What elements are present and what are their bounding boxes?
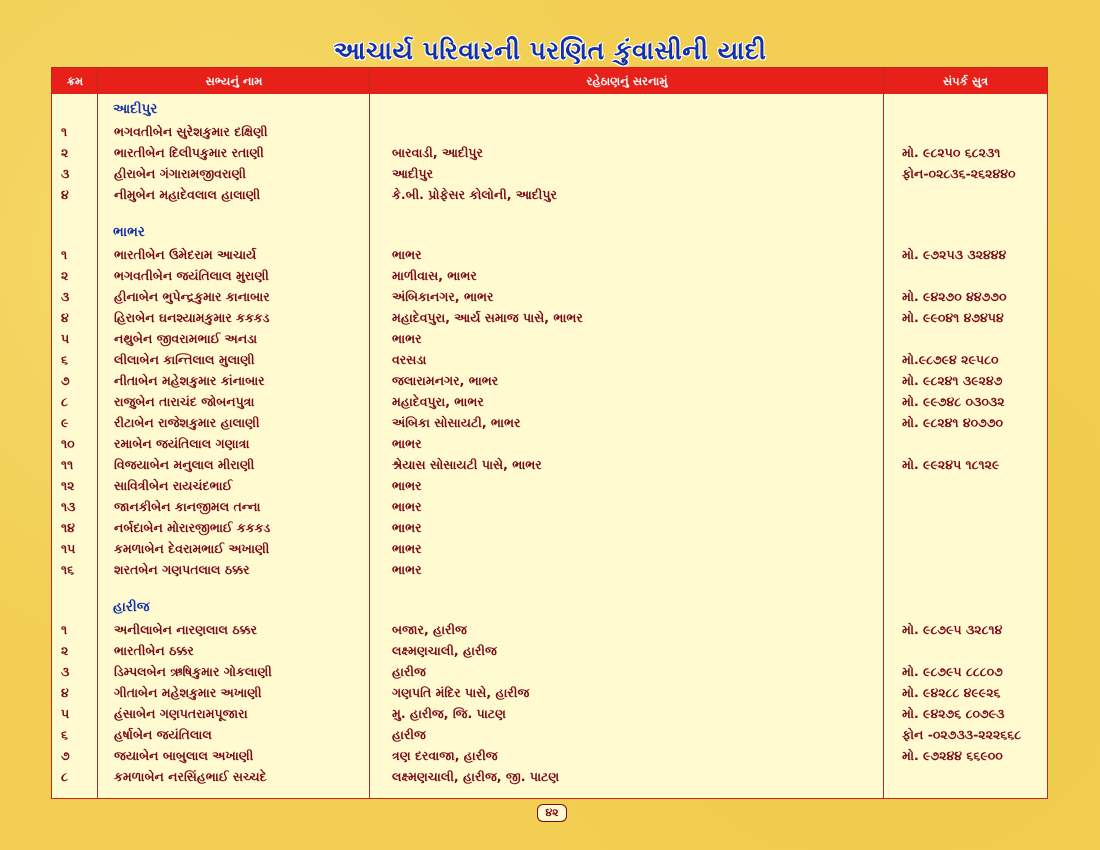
phone-cell: મો. ૯૪૨૭૦ ૪૪૭૭૦ bbox=[902, 289, 1007, 304]
address-cell: લક્ષ્મણચાલી, હારીજ, જી. પાટણ bbox=[392, 769, 560, 784]
serial-cell: ૬ bbox=[61, 352, 69, 367]
name-cell: જયાબેન બાબુલાલ અખાણી bbox=[114, 748, 254, 763]
table-row bbox=[52, 517, 1047, 538]
address-cell: આદીપુર bbox=[392, 166, 434, 181]
address-cell: હારીજ bbox=[392, 664, 426, 679]
address-cell: માળીવાસ, ભાભર bbox=[392, 268, 477, 283]
phone-cell: મો. ૯૮૨૪૧ ૪૦૭૭૦ bbox=[902, 415, 1004, 430]
address-cell: ભાભર bbox=[392, 247, 422, 262]
table-header bbox=[52, 68, 1047, 94]
phone-cell: મો. ૯૭૨૫૩ ૩૨૪૪૪ bbox=[902, 247, 1007, 262]
address-cell: હારીજ bbox=[392, 727, 426, 742]
serial-cell: ૧૪ bbox=[61, 520, 75, 535]
serial-cell: ૪ bbox=[61, 187, 69, 202]
name-cell: ભારતીબેન ઉમેદરામ આચાર્ય bbox=[114, 247, 257, 262]
serial-cell: ૧૧ bbox=[61, 457, 74, 472]
name-cell: શરતબેન ગણપતલાલ ઠક્કર bbox=[114, 562, 250, 577]
page-number: ૪૨ bbox=[537, 804, 567, 822]
name-cell: લીલાબેન કાન્તિલાલ મુલાણી bbox=[114, 352, 255, 367]
table-row bbox=[52, 619, 1047, 640]
serial-cell: ૧ bbox=[61, 124, 68, 139]
serial-cell: ૨ bbox=[61, 145, 69, 160]
name-cell: વિજયાબેન મનુલાલ મીરાણી bbox=[114, 457, 255, 472]
address-cell: જલારામનગર, ભાભર bbox=[392, 373, 499, 388]
phone-cell: મો. ૯૯૦૪૧ ૪૭૪૫૪ bbox=[902, 310, 1004, 325]
table-row bbox=[52, 496, 1047, 517]
serial-cell: ૧૬ bbox=[61, 562, 75, 577]
name-cell: ભારતીબેન ઠક્કર bbox=[114, 643, 194, 658]
table-row bbox=[52, 661, 1047, 682]
name-cell: હીનાબેન ભુપેન્દ્રકુમાર કાનાબાર bbox=[114, 289, 270, 304]
address-cell: અંબિકા સોસાયટી, ભાભર bbox=[392, 415, 521, 430]
header-contact: સંપર્ક સુત્ર bbox=[942, 74, 989, 88]
name-cell: નથુબેન જીવરામભાઈ અનડા bbox=[114, 331, 258, 346]
table-row bbox=[52, 475, 1047, 496]
serial-cell: ૩ bbox=[61, 664, 70, 679]
phone-cell: મો. ૯૯૨૪૫ ૧૮૧૨૯ bbox=[902, 457, 1000, 472]
address-cell: ભાભર bbox=[392, 520, 422, 535]
name-cell: સાવિત્રીબેન રાયચંદભાઈ bbox=[114, 478, 233, 493]
table-row bbox=[52, 121, 1047, 142]
table-row bbox=[52, 328, 1047, 349]
table-row bbox=[52, 766, 1047, 787]
table-row bbox=[52, 265, 1047, 286]
name-cell: રમાબેન જયંતિલાલ ગણાત્રા bbox=[114, 436, 250, 451]
table-row bbox=[52, 454, 1047, 475]
address-cell: બજાર, હારીજ bbox=[392, 622, 467, 637]
phone-cell: મો. ૯૮૨૪૧ ૩૯૨૪૭ bbox=[902, 373, 1003, 388]
serial-cell: ૭ bbox=[61, 373, 70, 388]
page-title: આચાર્ય પરિવારની પરણિત કુંવાસીની યાદી bbox=[333, 36, 767, 65]
serial-cell: ૧૫ bbox=[61, 541, 76, 556]
header-name: સભ્યનું નામ bbox=[205, 74, 263, 88]
table-row bbox=[52, 349, 1047, 370]
serial-cell: ૧૩ bbox=[61, 499, 76, 514]
address-cell: ભાભર bbox=[392, 499, 422, 514]
table-row bbox=[52, 184, 1047, 205]
address-cell: મહાદેવપુરા, આર્ય સમાજ પાસે, ભાભર bbox=[392, 310, 583, 325]
serial-cell: ૪ bbox=[61, 310, 69, 325]
address-cell: બારવાડી, આદીપુર bbox=[392, 145, 483, 160]
serial-cell: ૩ bbox=[61, 166, 70, 181]
serial-cell: ૧ bbox=[61, 622, 68, 637]
section-title: ભાભર bbox=[113, 224, 145, 240]
table-row bbox=[52, 370, 1047, 391]
serial-cell: ૮ bbox=[61, 769, 68, 784]
table-row bbox=[52, 538, 1047, 559]
table-row bbox=[52, 745, 1047, 766]
serial-cell: ૫ bbox=[61, 331, 70, 346]
address-cell: ત્રણ દરવાજા, હારીજ bbox=[392, 748, 498, 763]
phone-cell: ફોન -૦૨૭૩૩-૨૨૨૬૬૮ bbox=[902, 727, 1022, 742]
serial-cell: ૩ bbox=[61, 289, 70, 304]
members-table bbox=[51, 67, 1048, 799]
address-cell: લક્ષ્મણચાલી, હારીજ bbox=[392, 643, 497, 658]
phone-cell: મો. ૯૭૨૪૪ ૬૬૯૦૦ bbox=[902, 748, 1003, 763]
address-cell: ભાભર bbox=[392, 331, 422, 346]
name-cell: હર્ષાબેન જયંતિલાલ bbox=[114, 727, 212, 742]
table-row bbox=[52, 244, 1047, 265]
name-cell: હિરાબેન ઘનશ્યામકુમાર કકકડ bbox=[114, 310, 270, 325]
section-gap bbox=[52, 580, 1047, 595]
address-cell: ભાભર bbox=[392, 478, 422, 493]
table-row bbox=[52, 307, 1047, 328]
name-cell: જાનકીબેન કાનજીમલ તન્ના bbox=[114, 499, 261, 514]
address-cell: ભાભર bbox=[392, 562, 422, 577]
section-gap bbox=[52, 205, 1047, 220]
phone-cell: મો. ૯૪૨૭૬ ૮૦૭૯૩ bbox=[902, 706, 1005, 721]
serial-cell: ૧૨ bbox=[61, 478, 75, 493]
serial-cell: ૧ bbox=[61, 247, 68, 262]
table-row bbox=[52, 559, 1047, 580]
table-row bbox=[52, 142, 1047, 163]
section-title: આદીપુર bbox=[113, 101, 158, 117]
serial-cell: ૧૦ bbox=[61, 436, 75, 451]
address-cell: ગણપતિ મંદિર પાસે, હારીજ bbox=[392, 685, 530, 700]
serial-cell: ૨ bbox=[61, 643, 69, 658]
address-cell: મહાદેવપુરા, ભાભર bbox=[392, 394, 484, 409]
name-cell: કમળાબેન દેવરામભાઈ અખાણી bbox=[114, 541, 270, 556]
name-cell: નીમુબેન મહાદેવલાલ હાલાણી bbox=[114, 187, 261, 202]
table-body bbox=[52, 97, 1047, 787]
phone-cell: મો. ૯૮૭૯૫ ૩૨૮૧૪ bbox=[902, 622, 1003, 637]
phone-cell: મો. ૯૮૨૫૦ ૬૮૨૩૧ bbox=[902, 145, 1001, 160]
address-cell: ભાભર bbox=[392, 541, 422, 556]
serial-cell: ૨ bbox=[61, 268, 69, 283]
header-serial: ક્રમ bbox=[66, 74, 84, 88]
serial-cell: ૪ bbox=[61, 685, 69, 700]
table-row bbox=[52, 391, 1047, 412]
phone-cell: મો.૯૮૭૯૪ ૨૯૫૮૦ bbox=[902, 352, 999, 367]
table-row bbox=[52, 433, 1047, 454]
table-row bbox=[52, 703, 1047, 724]
table-row bbox=[52, 724, 1047, 745]
name-cell: ભગવતીબેન જયંતિલાલ મુરાણી bbox=[114, 268, 269, 283]
name-cell: ગીતાબેન મહેશકુમાર અખાણી bbox=[114, 685, 262, 700]
table-row bbox=[52, 640, 1047, 661]
address-cell: ભાભર bbox=[392, 436, 422, 451]
section-title: હારીજ bbox=[113, 599, 150, 615]
address-cell: કે.બી. પ્રોફેસર કોલોની, આદીપુર bbox=[392, 187, 557, 202]
name-cell: હીરાબેન ગંગારામજીવરાણી bbox=[114, 166, 246, 181]
table-row bbox=[52, 163, 1047, 184]
name-cell: નર્બદાબેન મોરારજીભાઈ કકકડ bbox=[114, 520, 271, 535]
serial-cell: ૭ bbox=[61, 748, 70, 763]
phone-cell: ફોન-૦૨૮૩૬-૨૬૨૪૪૦ bbox=[902, 166, 1016, 181]
serial-cell: ૬ bbox=[61, 727, 69, 742]
table-row bbox=[52, 682, 1047, 703]
name-cell: રીટાબેન રાજેશકુમાર હાલાણી bbox=[114, 415, 260, 430]
table-row bbox=[52, 412, 1047, 433]
name-cell: અનીલાબેન નારણલાલ ઠક્કર bbox=[114, 622, 258, 637]
name-cell: ભગવતીબેન સુરેશકુમાર દક્ષિણી bbox=[114, 124, 268, 139]
name-cell: ભારતીબેન દિલીપકુમાર રતાણી bbox=[114, 145, 264, 160]
name-cell: નીતાબેન મહેશકુમાર કાંનાબાર bbox=[114, 373, 265, 388]
header-address: રહેઠાણનું સરનામું bbox=[586, 74, 668, 88]
name-cell: કમળાબેન નરસિંહભાઈ સચ્ચદે bbox=[114, 769, 267, 784]
phone-cell: મો. ૯૪૨૮૮ ૪૯૯૨૬ bbox=[902, 685, 1001, 700]
name-cell: હંસાબેન ગણપતરામપૂજારા bbox=[114, 706, 248, 721]
address-cell: શ્રેયાસ સોસાયટી પાસે, ભાભર bbox=[392, 457, 542, 472]
name-cell: રાજુબેન તારાચંદ જોબનપુત્રા bbox=[114, 394, 255, 409]
phone-cell: મો. ૯૮૭૯૫ ૮૮૮૦૭ bbox=[902, 664, 1003, 679]
table-row bbox=[52, 286, 1047, 307]
address-cell: અંબિકાનગર, ભાભર bbox=[392, 289, 494, 304]
serial-cell: ૮ bbox=[61, 394, 68, 409]
serial-cell: ૫ bbox=[61, 706, 70, 721]
address-cell: વરસડા bbox=[392, 352, 427, 367]
name-cell: ડિમ્પલબેન ઋષિકુમાર ગોકલાણી bbox=[114, 664, 272, 679]
phone-cell: મો. ૯૯૭૪૮ ૦૩૦૩૨ bbox=[902, 394, 1005, 409]
address-cell: મુ. હારીજ, જિ. પાટણ bbox=[392, 706, 506, 721]
serial-cell: ૯ bbox=[61, 415, 69, 430]
